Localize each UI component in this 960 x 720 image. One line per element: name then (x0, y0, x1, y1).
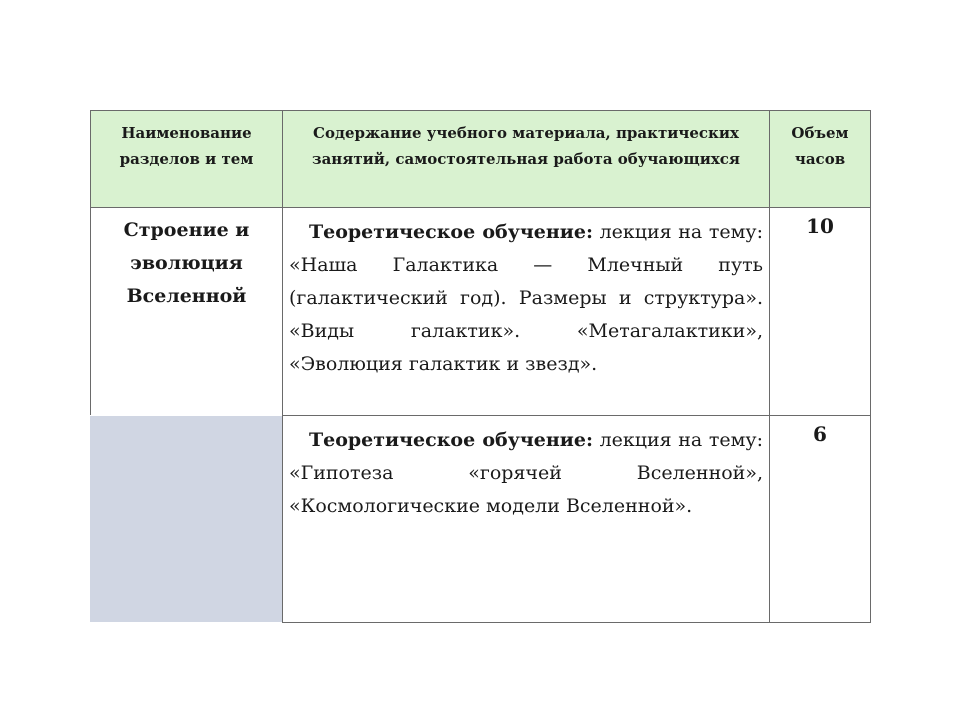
header-content (282, 110, 770, 208)
row-1-content (282, 207, 770, 416)
row-2-text: лекция на тему: «Гипотеза «горячей Вселенной», «Космологические модели Вселенной». (289, 429, 763, 517)
row-1-text: лекция на тему: «Наша Галактика — Млечный путь (галактический год). Размеры и структура». «Виды галактик». «Метагалактики», «Эволюция галактик и звезд». (289, 221, 763, 375)
row-1-lead: Теоретическое обучение: (309, 221, 593, 243)
row-1-section (90, 207, 283, 415)
row-2-section-placeholder (90, 416, 282, 622)
header-section-name (90, 110, 283, 208)
row-1-hours (769, 207, 871, 416)
row-1-section-label: Строение и эволюция Вселенной (123, 219, 250, 307)
row-2-hours (769, 415, 871, 623)
header-section-name-label: Наименование разделов и тем (119, 124, 254, 168)
header-hours (769, 110, 871, 208)
row-2-content (282, 415, 770, 623)
header-content-label: Содержание учебного материала, практических занятий, самостоятельная работа обучающихся (312, 124, 740, 168)
row-2-hours-value: 6 (813, 422, 827, 446)
row-2-lead: Теоретическое обучение: (309, 429, 593, 451)
row-1-hours-value: 10 (806, 214, 834, 238)
header-hours-label: Объем часов (791, 124, 849, 168)
